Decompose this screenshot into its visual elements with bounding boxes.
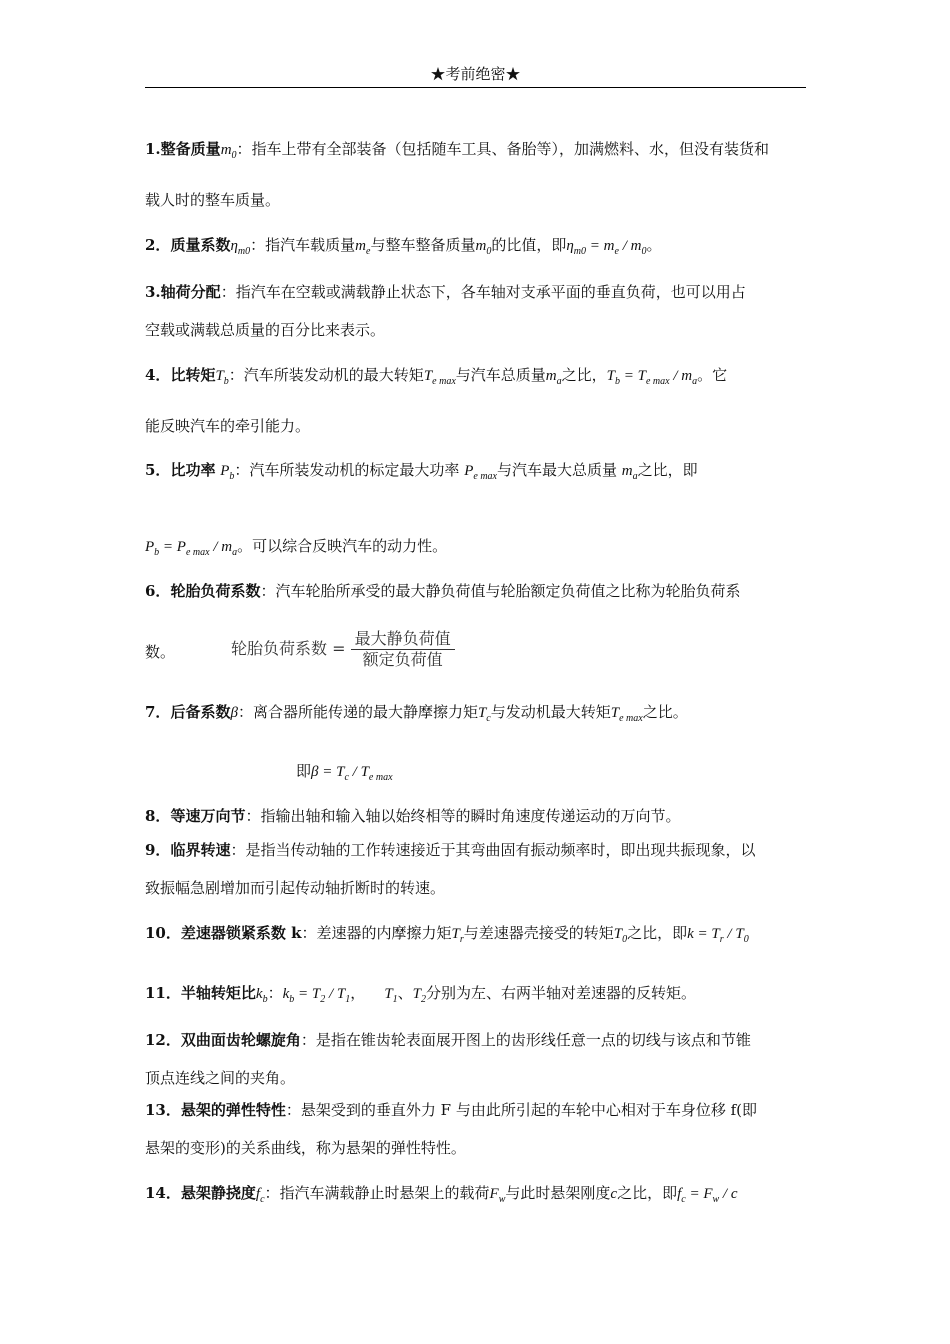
item-7-line-1 xyxy=(145,702,688,729)
item-term: 悬架静挠度 xyxy=(180,1184,256,1202)
formula: $\beta = T_c / T_{e max}$ xyxy=(311,764,393,783)
item-number: 5． xyxy=(145,461,171,479)
item-text: ：悬架受到的垂直外力 F 与由此所引起的车轮中心相对于车身位移 f(即 xyxy=(285,1101,758,1119)
item-1-line-1 xyxy=(145,139,769,166)
formula: $m_e$ xyxy=(355,238,371,257)
formula: $P_b$ xyxy=(220,463,235,482)
item-number: 14． xyxy=(145,1184,181,1202)
fraction-numerator: 最大静负荷值 xyxy=(351,629,455,650)
item-13-line-1 xyxy=(145,1100,757,1120)
item-term: 比功率 xyxy=(170,461,216,479)
item-term: 差速器锁紧系数 k xyxy=(180,924,302,942)
item-14-line-1 xyxy=(145,1183,738,1210)
item-6-line-1 xyxy=(145,581,740,601)
load-ratio-formula xyxy=(231,629,455,670)
formula: $P_{e max}$ xyxy=(464,463,497,482)
item-text: 。它 xyxy=(697,366,728,384)
header-rule xyxy=(145,87,806,88)
formula: $m_0$ xyxy=(220,142,237,161)
item-term: 临界转速 xyxy=(170,841,231,859)
item-term: 等速万向节 xyxy=(170,807,246,825)
item-text: 与汽车总质量 xyxy=(455,366,546,384)
item-term: 质量系数 xyxy=(170,236,231,254)
formula: $m_a$ xyxy=(545,368,562,387)
item-text: 与此时悬架刚度 xyxy=(505,1184,611,1202)
fraction xyxy=(351,629,455,670)
item-text: ：离合器所能传递的最大静摩擦力矩 xyxy=(237,703,478,721)
item-4-line-2: 能反映汽车的牵引能力。 xyxy=(145,417,311,435)
formula: $P_b = P_{e max} / m_a$ xyxy=(145,539,238,558)
item-6-line-2: 数。 xyxy=(145,643,176,661)
item-text: ：是指当传动轴的工作转速接近于其弯曲固有振动频率时，即出现共振现象，以 xyxy=(230,841,756,859)
item-10-line-1 xyxy=(145,923,749,950)
formula: $f_c = F_w / c$ xyxy=(677,1186,738,1205)
item-number: 10． xyxy=(145,924,181,942)
item-4-line-1 xyxy=(145,365,727,392)
item-text: ： xyxy=(267,984,283,1002)
item-text: 之比， xyxy=(561,366,607,384)
formula: $T_b$ xyxy=(215,368,229,387)
item-text: 之比。 xyxy=(642,703,688,721)
formula: $m_0$ xyxy=(475,238,492,257)
formula: $\eta_{m0} = m_e / m_0$ xyxy=(566,238,647,257)
formula: $F_w$ xyxy=(489,1186,506,1205)
item-text: ：指汽车在空载或满载静止状态下，各车轴对支承平面的垂直负荷，也可以用占 xyxy=(220,283,746,301)
item-1-line-2: 载人时的整车质量。 xyxy=(145,191,281,209)
item-9-line-1 xyxy=(145,840,755,860)
item-text: ：指汽车满载静止时悬架上的载荷 xyxy=(264,1184,490,1202)
formula: $T_r$ xyxy=(451,926,464,945)
formula: β xyxy=(230,705,238,721)
item-term: 轮胎负荷系数 xyxy=(170,582,261,600)
item-number: 4． xyxy=(145,366,171,384)
item-term: 比转矩 xyxy=(170,366,216,384)
formula: $T_1$ xyxy=(384,986,398,1005)
item-5-line-2 xyxy=(145,536,447,563)
item-number: 7． xyxy=(145,703,171,721)
page-header: ★考前绝密★ xyxy=(430,65,521,83)
item-term: 悬架的弹性特性 xyxy=(180,1101,286,1119)
item-3-line-2: 空载或满载总质量的百分比来表示。 xyxy=(145,321,386,339)
formula: $T_2$ xyxy=(412,986,427,1005)
item-number: 13． xyxy=(145,1101,181,1119)
formula: $k_b = T_2 / T_1$ xyxy=(282,986,351,1005)
item-12-line-1 xyxy=(145,1030,751,1050)
item-term: 半轴转矩比 xyxy=(180,984,256,1002)
item-text: 分别为左、右两半轴对差速器的反转矩。 xyxy=(426,984,697,1002)
item-number: 9． xyxy=(145,841,171,859)
formula: $m_a$ xyxy=(621,463,638,482)
item-text: 。可以综合反映汽车的动力性。 xyxy=(237,537,448,555)
item-text: 与汽车最大总质量 xyxy=(496,461,617,479)
item-number: 8． xyxy=(145,807,171,825)
item-text: ：指车上带有全部装备（包括随车工具、备胎等），加满燃料、水，但没有装货和 xyxy=(236,140,770,158)
formula: $T_c$ xyxy=(477,705,491,724)
item-term: 整备质量 xyxy=(160,140,221,158)
fraction-denominator: 额定负荷值 xyxy=(362,650,443,669)
item-text: ：指汽车载质量 xyxy=(250,236,356,254)
item-5-line-1 xyxy=(145,460,698,487)
formula: $k_b$ xyxy=(255,986,268,1005)
item-3-line-1 xyxy=(145,282,746,302)
item-term: 轴荷分配 xyxy=(160,283,221,301)
formula: c xyxy=(610,1186,618,1202)
formula: $k = T_r / T_0$ xyxy=(687,926,749,945)
item-term: 后备系数 xyxy=(170,703,231,721)
formula: $\eta_{m0}$ xyxy=(230,238,251,257)
item-text: ：汽车所装发动机的最大转矩 xyxy=(228,366,424,384)
item-7-line-2 xyxy=(296,761,393,788)
item-text: ：指输出轴和输入轴以始终相等的瞬时角速度传递运动的万向节。 xyxy=(245,807,681,825)
item-8-line-1 xyxy=(145,806,680,826)
item-number: 1. xyxy=(145,140,161,158)
item-text: ：差速器的内摩擦力矩 xyxy=(301,924,452,942)
item-text: 与发动机最大转矩 xyxy=(490,703,611,721)
formula: $T_0$ xyxy=(613,926,628,945)
item-term: 双曲面齿轮螺旋角 xyxy=(180,1031,301,1049)
item-13-line-2: 悬架的变形)的关系曲线，称为悬架的弹性特性。 xyxy=(145,1139,466,1157)
item-number: 2． xyxy=(145,236,171,254)
item-text: 的比值，即 xyxy=(491,236,567,254)
item-text: 之比，即 xyxy=(637,461,698,479)
formula: $T_{e max}$ xyxy=(610,705,643,724)
item-text: ：汽车轮胎所承受的最大静负荷值与轮胎额定负荷值之比称为轮胎负荷系 xyxy=(260,582,741,600)
formula: $T_b = T_{e max} / m_a$ xyxy=(606,368,698,387)
item-text: 与整车整备质量 xyxy=(370,236,476,254)
item-text: 与差速器壳接受的转矩 xyxy=(463,924,614,942)
item-12-line-2: 顶点连线之间的夹角。 xyxy=(145,1069,296,1087)
formula: $T_{e max}$ xyxy=(423,368,456,387)
item-text: 之比，即 xyxy=(627,924,688,942)
item-number: 12． xyxy=(145,1031,181,1049)
item-number: 3. xyxy=(145,283,161,301)
item-text: 、 xyxy=(397,984,413,1002)
formula-lhs: 轮胎负荷系数 = xyxy=(231,639,346,658)
item-11-line-1: 11．半轴转矩比$k_b$：$k_b = T_2 / T_1$， $T_1$、$T_2$分别为左、右两半轴对差速器的反转矩。 xyxy=(145,984,697,1005)
item-number: 6． xyxy=(145,582,171,600)
item-text: 即 xyxy=(296,762,312,780)
item-number: 11． xyxy=(145,984,181,1002)
item-2-line-1: 2．质量系数$\eta_{m0}$：指汽车载质量$m_e$与整车整备质量$m_0$的比值，即$\eta_{m0} = m_e / m_0$。 xyxy=(145,236,662,257)
item-text: ：是指在锥齿轮表面展开图上的齿形线任意一点的切线与该点和节锥 xyxy=(300,1031,751,1049)
item-9-line-2: 致振幅急剧增加而引起传动轴折断时的转速。 xyxy=(145,879,446,897)
item-text: 之比，即 xyxy=(617,1184,678,1202)
item-text: ：汽车所装发动机的标定最大功率 xyxy=(234,461,460,479)
formula: $f_c$ xyxy=(255,1186,265,1205)
